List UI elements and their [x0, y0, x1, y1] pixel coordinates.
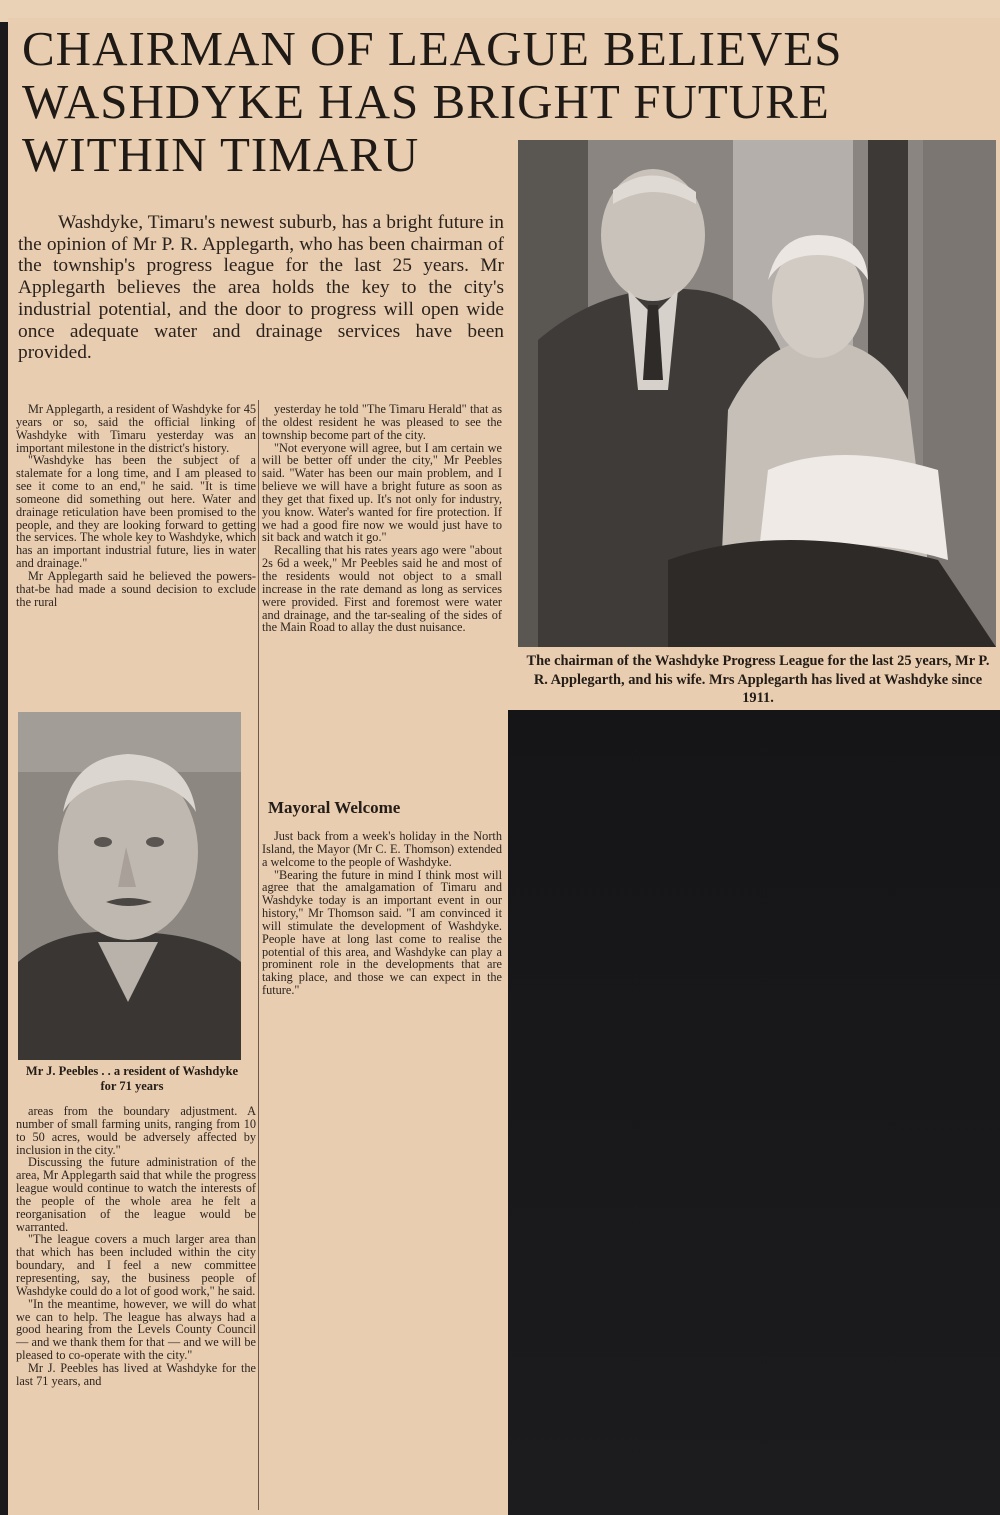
- article-column-1: [16, 403, 256, 609]
- article-column-4: [16, 1105, 256, 1388]
- column-3-paragraph: "Bearing the future in mind I think most will agree that the amalgamation of Timaru and Washdyke today is an important event in our history," Mr Thomson said. "I am convinced it will stimulate the development of Washdyke. People have at long last come to realise the potential of this area, and Washdyke can play a prominent role in the developments that are taking place, and those we can expect in the future.": [262, 867, 502, 998]
- headline-line-1: CHAIRMAN OF LEAGUE BELIEVES: [22, 21, 843, 76]
- column-4-paragraph: "The league covers a much larger area than that which has been included within the city boundary, and I feel a new committee representing, say, the business people of Washdyke could do a lot of good work," he said.: [16, 1232, 256, 1298]
- column-divider: [258, 400, 259, 1510]
- column-3-paragraph: Just back from a week's holiday in the North Island, the Mayor (Mr C. E. Thomson) extended a welcome to the people of Washdyke.: [262, 829, 502, 869]
- column-4-paragraph: areas from the boundary adjustment. A number of small farming units, ranging from 10 to 50 acres, would be adversely affected by inclusion in the city.": [16, 1104, 256, 1157]
- column-2-paragraph: yesterday he told "The Timaru Herald" that as the oldest resident he was pleased to see the township become part of the city.: [262, 402, 502, 442]
- column-2-paragraph: Recalling that his rates years ago were "about 2s 6d a week," Mr Peebles said he and most of the residents would not object to a small increase in the rate demand as long as services were provided. First and foremost were water and drainage, and the tar-sealing of the sides of the Main Road to allay the dust nuisance.: [262, 543, 502, 635]
- headline-line-3: WITHIN TIMARU: [22, 127, 420, 182]
- column-1-paragraph: "Washdyke has been the subject of a stalemate for a long time, and I am pleased to see it come to an end," he said. "It is time someone did something out here. Water and drainage reticulation have been promised to the people, and they are looking forward to getting the services. The whole key to Washdyke, which has an important industrial future, lies in water and drainage.": [16, 453, 256, 571]
- article-column-3: [262, 830, 502, 997]
- photo-applegarth-couple: [518, 140, 996, 647]
- peebles-photo-illustration: [18, 712, 241, 1060]
- photo-j-peebles: [18, 712, 241, 1060]
- intro-paragraph: Washdyke, Timaru's newest suburb, has a bright future in the opinion of Mr P. R. Applegarth, who has been chairman of the township's progress league for the last 25 years. Mr Applegarth believes the area holds the key to the city's industrial potential, and the door to progress will open wide once adequate water and drainage services have been provided.: [18, 212, 504, 364]
- article-column-2: [262, 403, 502, 634]
- column-4-paragraph: "In the meantime, however, we will do what we can to help. The league has always had a good hearing from the Levels County Council — and we thank them for that — and we will be pleased to co-operate with the city.": [16, 1296, 256, 1363]
- column-4-paragraph: Discussing the future administration of the area, Mr Applegarth said that while the progress league would continue to watch the interests of the people of the whole area he felt a reorganisation of the league would be warranted.: [16, 1155, 256, 1234]
- couple-photo-illustration: [518, 140, 996, 647]
- subheading-mayoral-welcome: Mayoral Welcome: [268, 798, 401, 817]
- photo-caption-peebles: Mr J. Peebles . . a resident of Washdyke for 71 years: [25, 1064, 239, 1093]
- photo-caption-couple: The chairman of the Washdyke Progress League for the last 25 years, Mr P. R. Applegarth, and his wife. Mrs Applegarth has lived at Washdyke since 1911.: [526, 653, 990, 706]
- column-1-paragraph: Mr Applegarth, a resident of Washdyke for 45 years or so, said the official linking of Washdyke with Timaru yesterday was an important milestone in the district's history.: [16, 402, 256, 455]
- column-4-paragraph: Mr J. Peebles has lived at Washdyke for the last 71 years, and: [16, 1360, 256, 1388]
- dark-background: [508, 710, 1000, 1515]
- headline-line-2: WASHDYKE HAS BRIGHT FUTURE: [22, 74, 830, 129]
- column-1-paragraph: Mr Applegarth said he believed the powers-that-be had made a sound decision to exclude the rural: [16, 568, 256, 609]
- column-2-paragraph: "Not everyone will agree, but I am certain we will be better off under the city," Mr Peebles said. "Water has been our main problem, and I believe we will have a bright future as soon as they get that fixed up. It's not only for industry, you know. Water's wanted for fire protection. If we had a good fire now we would just have to sit back and watch it go.": [262, 440, 502, 545]
